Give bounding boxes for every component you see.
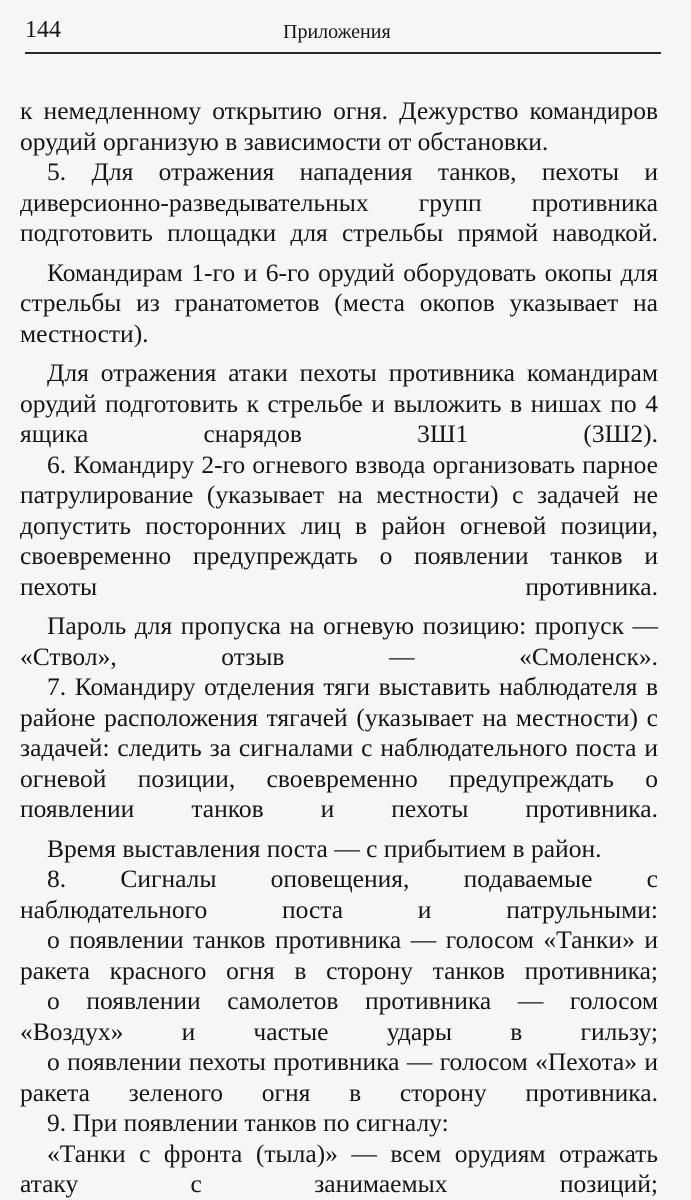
paragraph-item-7: 7. Командиру отделения тяги выставить наблюдателя в районе расположения тягачей (указывает на местности) с задачей: следить за сигналами с наблюдательного поста и огневой позиции, своевременно предупреждать о появлении танков и пехоты противника. bbox=[20, 672, 658, 823]
paragraph-infantry-ammo: Для отражения атаки пехоты противника командирам орудий подготовить к стрельбе и выложить в нишах по 4 ящика снарядов 3Ш1 (3Ш2). bbox=[20, 358, 658, 448]
paragraph-signal-aircraft: о появлении самолетов противника — голосом «Воздух» и частые удары в гильзу; bbox=[20, 986, 658, 1046]
page-number: 144 bbox=[25, 17, 61, 43]
paragraph-continuation: к немедленному открытию огня. Дежурство командиров орудий организую в зависимости от обстановки. bbox=[20, 96, 658, 156]
paragraph-item-8: 8. Сигналы оповещения, подаваемые с наблюдательного поста и патрульными: bbox=[20, 864, 658, 924]
header-rule bbox=[25, 52, 661, 54]
paragraph-grenade-trenches: Командирам 1-го и 6-го орудий оборудовать окопы для стрельбы из гранатометов (места окопов указывает на местности). bbox=[20, 257, 658, 348]
paragraph-item-6: 6. Командиру 2-го огневого взвода организовать парное патрулирование (указывает на местности) с задачей не допустить посторонних лиц в район огневой позиции, своевременно предупреждать о появлении танков и пехоты противника. bbox=[20, 449, 658, 601]
paragraph-tanks-front: «Танки с фронта (тыла)» — всем орудиям отражать атаку с занимаемых позиций; bbox=[20, 1138, 658, 1198]
running-title: Приложения bbox=[283, 21, 391, 43]
paragraph-signal-tanks: о появлении танков противника — голосом «Танки» и ракета красного огня в сторону танков противника; bbox=[20, 925, 658, 985]
page-header bbox=[25, 14, 661, 54]
paragraph-item-9: 9. При появлении танков по сигналу: bbox=[47, 1108, 449, 1137]
paragraph-password: Пароль для пропуска на огневую позицию: пропуск — «Ствол», отзыв — «Смоленск». bbox=[20, 611, 658, 671]
text-body bbox=[20, 96, 658, 1200]
paragraph-signal-infantry: о появлении пехоты противника — голосом «Пехота» и ракета зеленого огня в сторону противника. bbox=[20, 1047, 658, 1107]
paragraph-post-time: Время выставления поста — с прибытием в район. bbox=[47, 833, 602, 863]
paragraph-item-5: 5. Для отражения нападения танков, пехоты и диверсионно-разведывательных групп противника подготовить площадки для стрельбы прямой наводкой. bbox=[20, 157, 658, 247]
